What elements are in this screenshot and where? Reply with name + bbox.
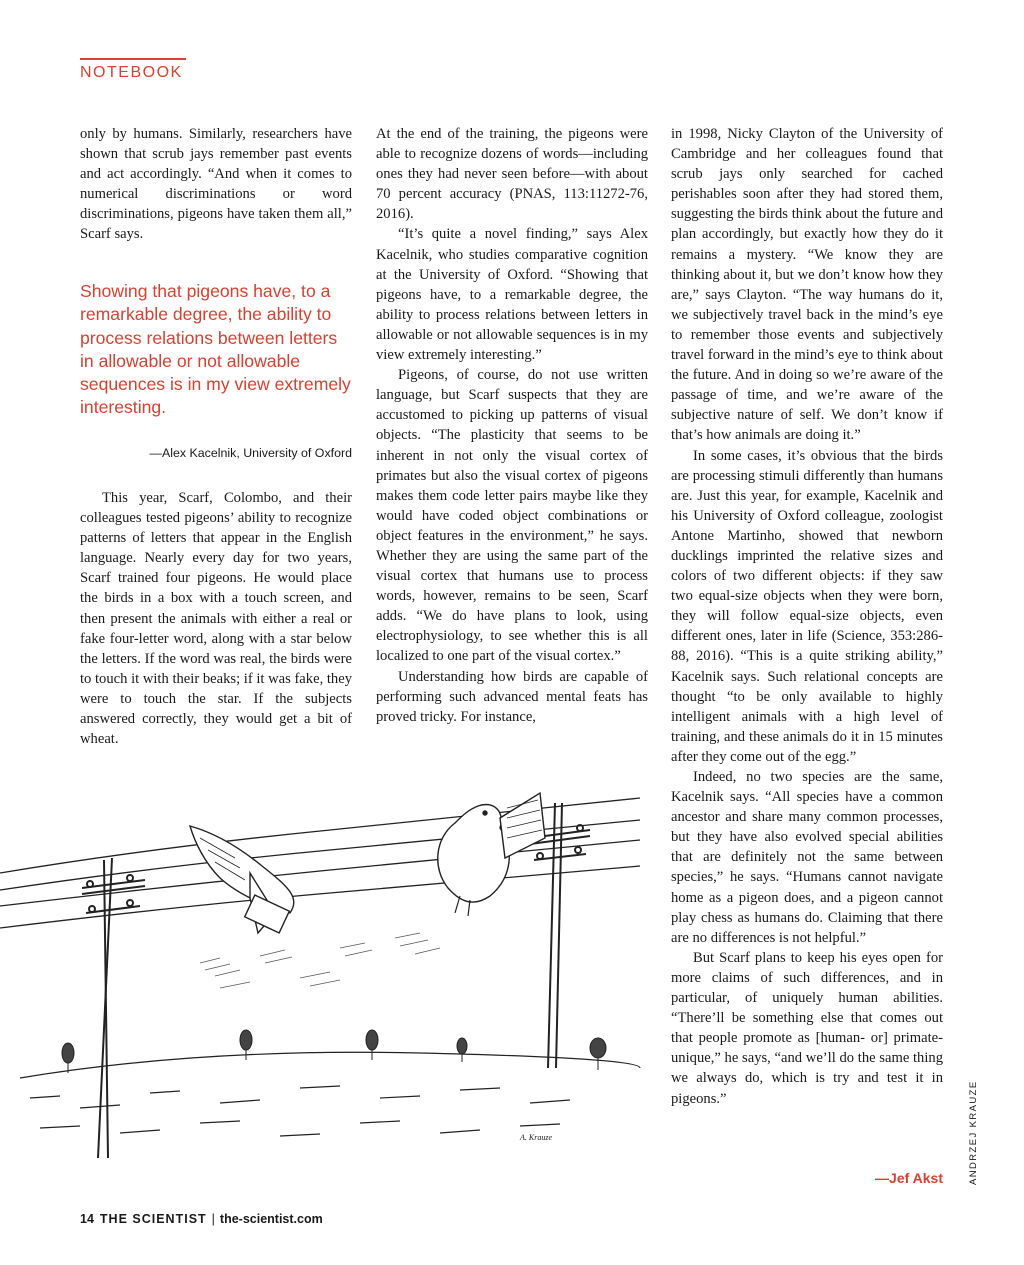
footer-separator: |: [211, 1212, 215, 1226]
article-column-2: [376, 124, 648, 727]
pull-quote: Showing that pigeons have, to a remarkable degree, the ability to process relations between letters in allowable or not allowable sequences is in my view extremely interesting.: [80, 281, 351, 418]
section-label: NOTEBOOK: [80, 64, 183, 81]
pull-quote-attribution: —Alex Kacelnik, University of Oxford: [149, 446, 352, 460]
ground-horizon: [20, 1052, 640, 1136]
section-rule: [80, 58, 186, 60]
article-column-1-top: [80, 124, 352, 245]
distant-trees: [62, 1030, 606, 1073]
illustration-credit: ANDRZEJ KRAUZE: [968, 1080, 979, 1185]
right-utility-pole: [530, 803, 590, 1068]
author-byline: —Jef Akst: [875, 1170, 943, 1186]
article-column-3: [671, 124, 943, 1109]
paragraph: Indeed, no two species are the same, Kacelnik says. “All species have a common ancestor and share many common processes, but they have also evolved special abilities that are definitely not the same between species,” he says. “Humans cannot navigate home as a pigeon does, and a pigeon cannot play chess as humans do. Claiming that there are no differences is not helpful.”: [671, 769, 943, 946]
paragraph: At the end of the training, the pigeons were able to recognize dozens of words—including ones they had never seen before—with about 70 percent accuracy (PNAS, 113:11272-76, 2016).: [376, 126, 648, 223]
paragraph: Pigeons, of course, do not use written language, but Scarf suspects that they are accustomed to picking up patterns of visual objects. “The plasticity that seems to be inherent in not only the visual cortex of primates but also the visual cortex of pigeons makes them code letter pairs maybe like they would have coded object combinations or object features in the environment,” he says. Whether they are using the same part of the visual cortex that humans use to process words, however, remains to be seen, Scarf adds. “We do have plans to look, using electrophysiology, to see whether this is all localized to one part of the visual cortex.”: [376, 367, 648, 665]
reading-pigeon: [438, 793, 545, 916]
illustration-signature: A. Krauze: [520, 1133, 552, 1142]
hanging-pigeon: [190, 826, 294, 933]
page-footer: [80, 1212, 323, 1226]
power-lines: [0, 798, 640, 928]
page-number: 14: [80, 1212, 94, 1226]
left-utility-pole: [82, 858, 145, 1158]
paragraph: “It’s quite a novel finding,” says Alex Kacelnik, who studies comparative cognition at the University of Oxford. “Showing that pigeons have, to a remarkable degree, the ability to process relations between letters in allowable or not allowable sequences is in my view extremely interesting.”: [376, 226, 648, 364]
magazine-url[interactable]: the-scientist.com: [219, 1212, 323, 1226]
article-column-1-lower: [80, 488, 352, 749]
magazine-name: THE SCIENTIST: [99, 1212, 207, 1226]
paragraph: Understanding how birds are capable of performing such advanced mental feats has proved tricky. For instance,: [376, 668, 648, 725]
paragraph: But Scarf plans to keep his eyes open for more claims of such differences, and in particular, of uniquely human abilities. “There’ll be something else that comes out that people promote as [human- or] primate-unique,” he says, “and we’ll do the same thing we always do, which is try and test it in pigeons.”: [671, 949, 943, 1107]
paragraph: in 1998, Nicky Clayton of the University of Cambridge and her colleagues found that scrub jays only searched for cached perishables soon after they had stored them, suggesting the birds think about the future and plan accordingly, but exactly how they do it remains a mystery. “We know they are thinking about it, but we don’t know how they are,” says Clayton. “The way humans do it, we subjectively travel back in the mind’s eye to remember those events and subjectively travel forward in the mind’s eye to think about the future. And in doing so we’re aware of the passage of time, and we’re aware of the subjective nature of self. We don’t know if that’s how animals are doing it.”: [671, 126, 943, 444]
paragraph: This year, Scarf, Colombo, and their colleagues tested pigeons’ ability to recognize patterns of letters that appear in the English language. Nearly every day for two years, Scarf trained four pigeons. He would place the birds in a box with a touch screen, and then present the animals with either a real or fake four-letter word, along with a star below the letters. If the word was real, the birds were to touch it with their beaks; if it was fake, they were to touch the star. If the subjects answered correctly, they would get a bit of wheat.: [80, 490, 352, 748]
paragraph: only by humans. Similarly, researchers have shown that scrub jays remember past events and act accordingly. “And when it comes to numerical discriminations or word discriminations, pigeons have taken them all,” Scarf says.: [80, 126, 352, 243]
paragraph: In some cases, it’s obvious that the birds are processing stimuli differently than humans are. Just this year, for example, Kacelnik and his University of Oxford colleague, zoologist Antone Martinho, showed that newborn ducklings imprinted the relative sizes and colors of two different objects: if they saw two equal-size objects when they were born, they will follow equal-size objects, even different ones, later in life (Science, 353:286-88, 2016). “This is a quite striking ability,” Kacelnik says. Such relational concepts are thought “to be only available to highly intelligent animals with a high level of training, and these animals do it in 15 minutes after they come out of the egg.”: [671, 447, 943, 765]
pigeons-on-wires-illustration: [0, 778, 660, 1178]
sky-hatching: [200, 933, 440, 988]
